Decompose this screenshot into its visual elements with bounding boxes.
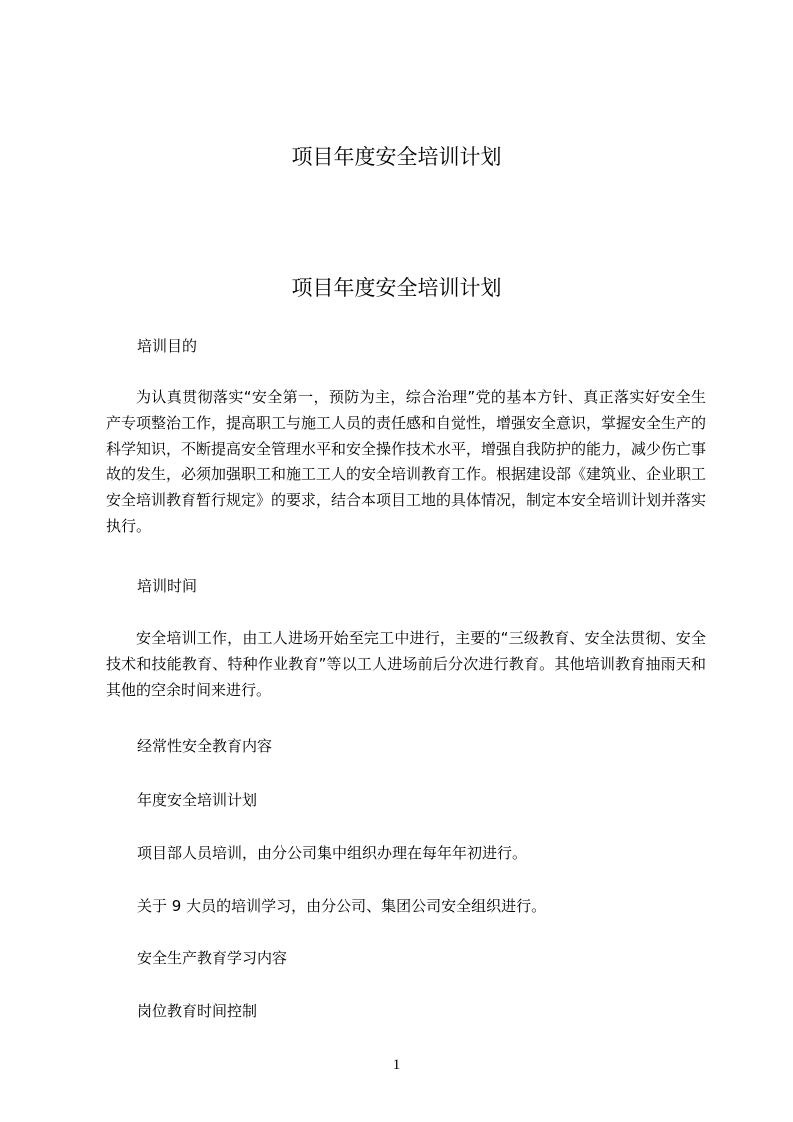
page-number: 1: [392, 1057, 401, 1073]
section-heading-time: 培训时间: [137, 577, 198, 595]
paragraph-time: 安全培训工作，由工人进场开始至完工中进行，主要的“三级教育、安全法贯彻、安全技术和技能教育、特种作业教育”等以工人进场前后分次进行教育。其他培训教育抽雨天和其他的空余时间来进行。: [106, 629, 706, 699]
paragraph-nine-staff-training: 关于 9 大员的培训学习，由分公司、集团公司安全组织进行。: [137, 897, 547, 915]
section-heading-regular-content: 经常性安全教育内容: [137, 737, 273, 755]
section-heading-annual-plan: 年度安全培训计划: [137, 791, 258, 809]
document-title-main: 项目年度安全培训计划: [291, 276, 502, 300]
section-heading-purpose: 培训目的: [137, 337, 198, 355]
paragraph-purpose: 为认真贯彻落实“安全第一，预防为主，综合治理”党的基本方针、真正落实好安全生产专项整治工作，提高职工与施工人员的责任感和自觉性，增强安全意识，掌握安全生产的科学知识，不断提高安全管理水平和安全操作技术水平，增强自我防护的能力，减少伤亡事故的发生，必须加强职工和施工工人的安全培训教育工作。根据建设部《建筑业、企业职工安全培训教育暂行规定》的要求，结合本项目工地的具体情况，制定本安全培训计划并落实执行。: [106, 388, 707, 535]
paragraph-staff-training: 项目部人员培训，由分公司集中组织办理在每年年初进行。: [137, 844, 528, 862]
section-heading-production-content: 安全生产教育学习内容: [137, 949, 288, 967]
section-heading-post-time: 岗位教育时间控制: [137, 1002, 258, 1020]
document-title-top: 项目年度安全培训计划: [291, 145, 502, 169]
